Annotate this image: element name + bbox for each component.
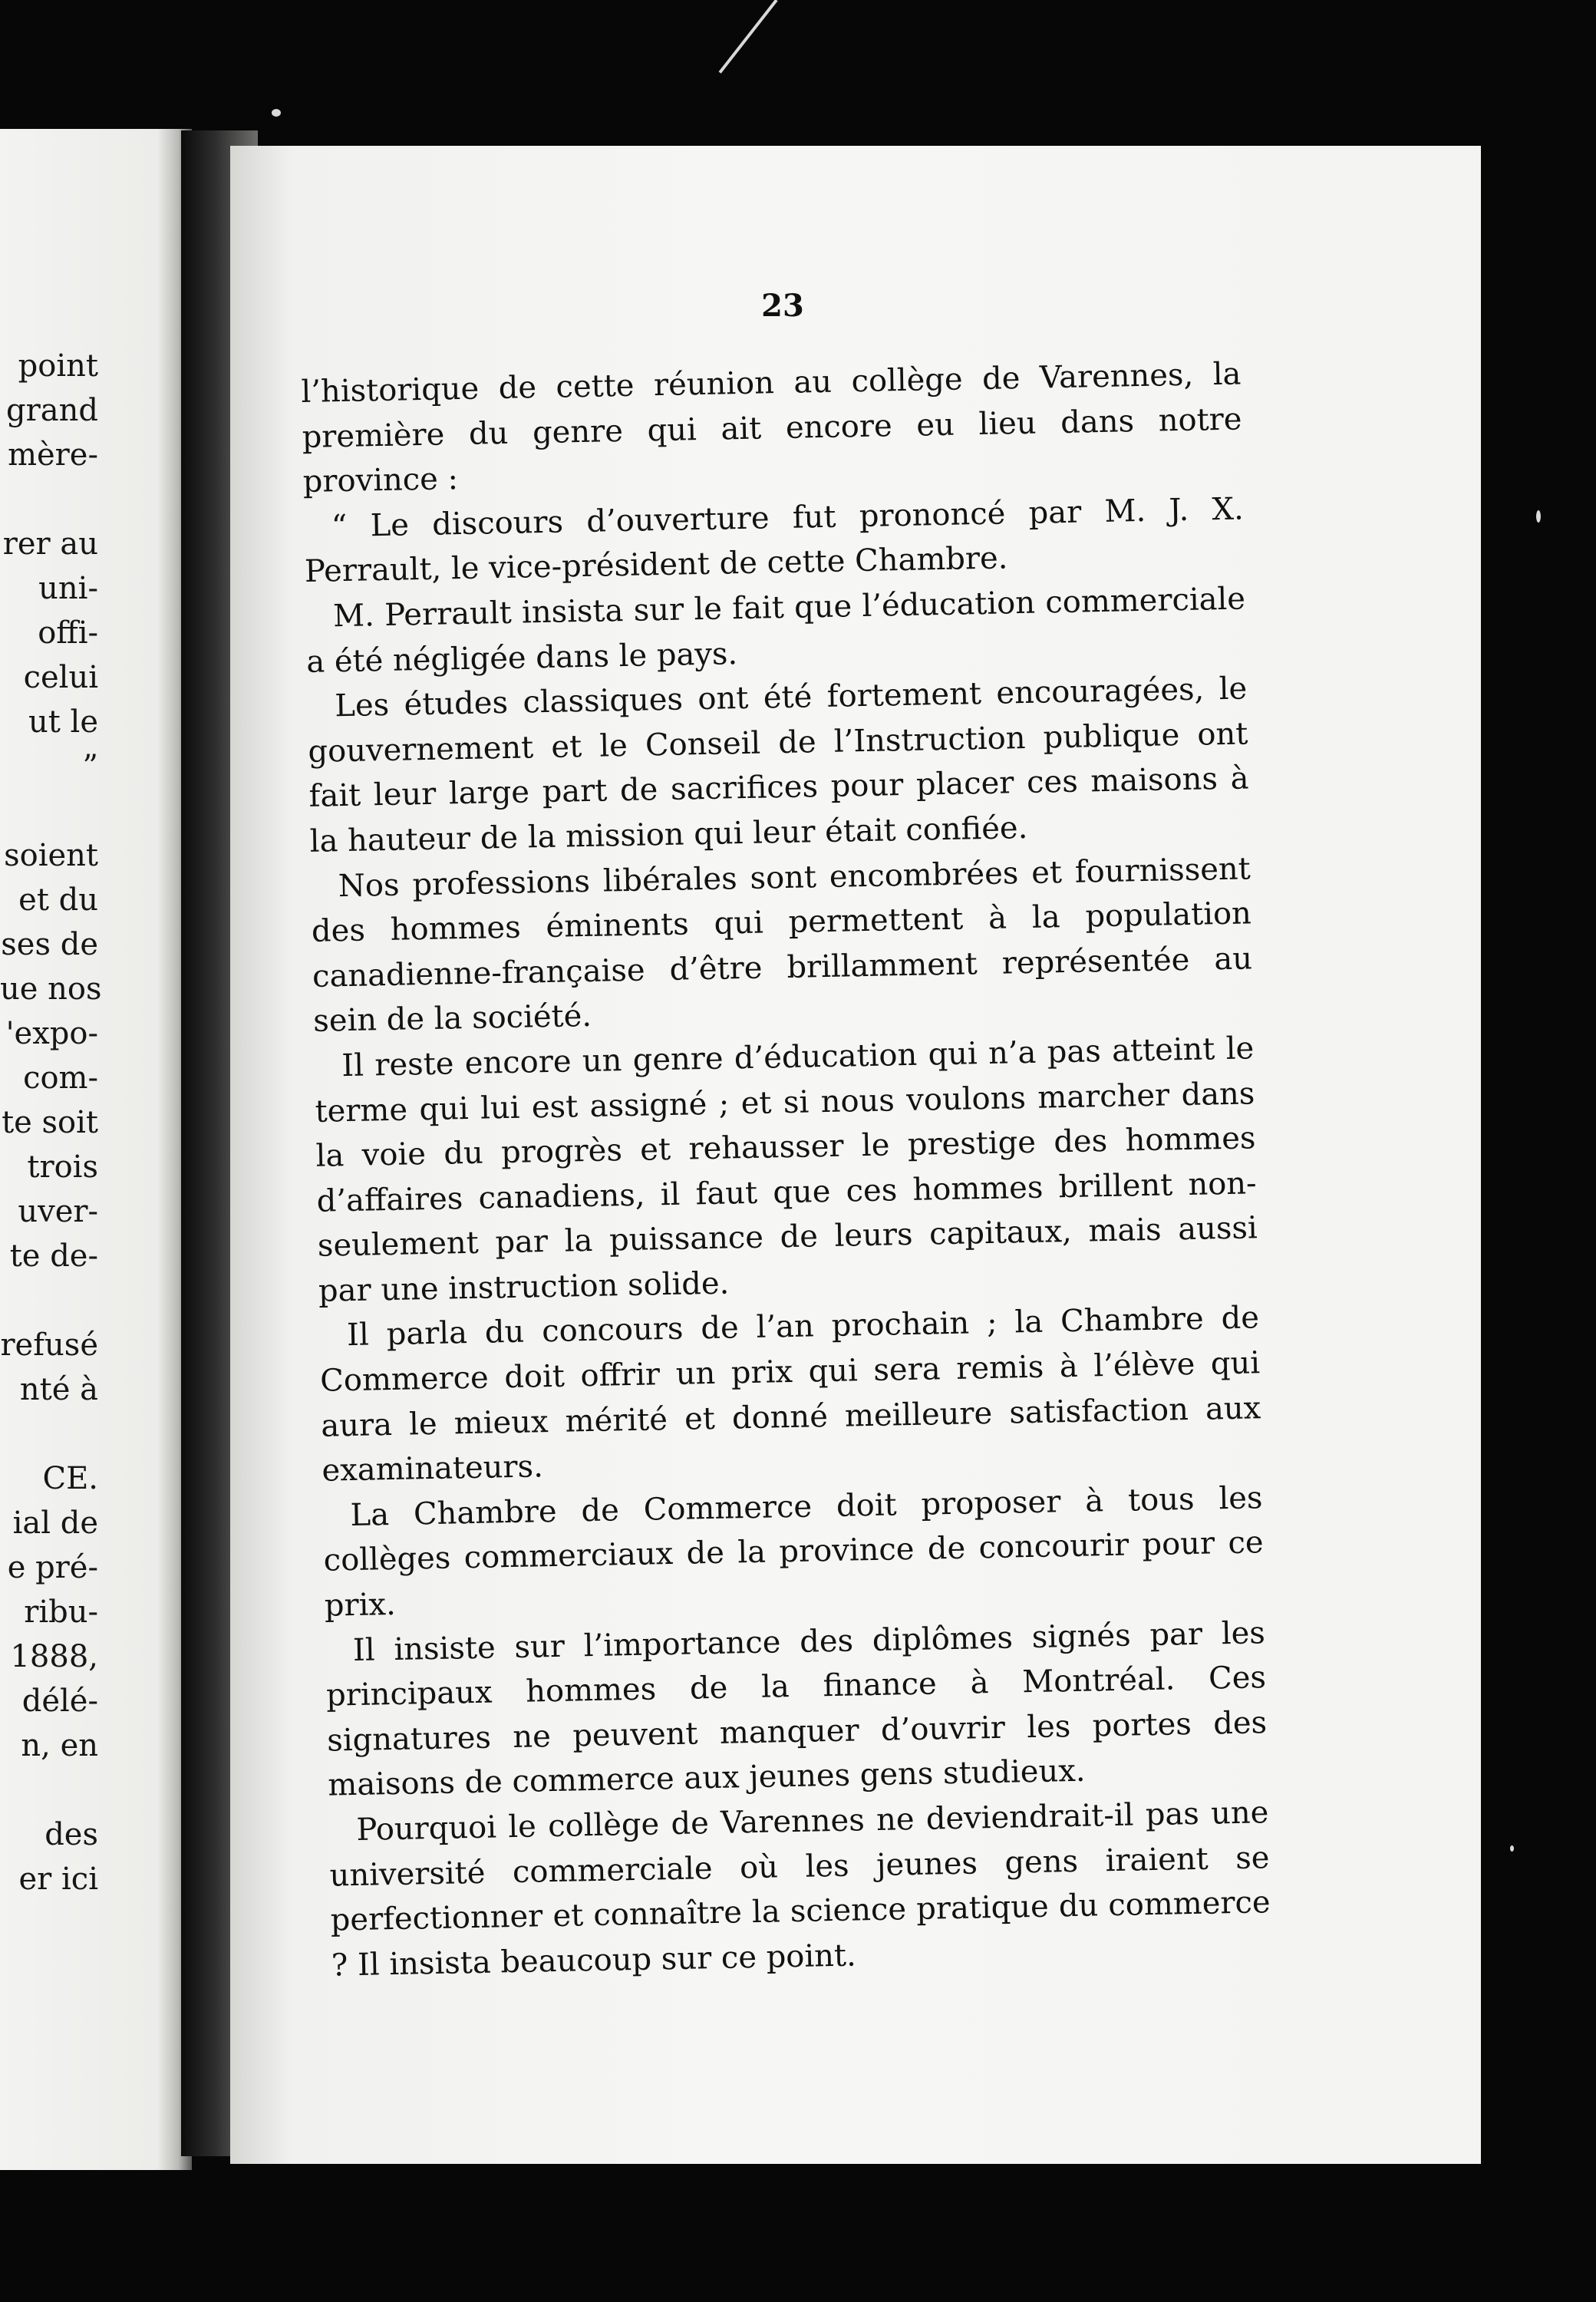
left-line: ue nos — [0, 971, 102, 1007]
left-line: des — [45, 1817, 98, 1852]
left-line — [0, 1412, 98, 1456]
left-page-text — [0, 344, 102, 1901]
page-body-text — [301, 351, 1271, 1988]
left-line: n, en — [21, 1728, 98, 1763]
paragraph: Il reste encore un genre d’éducation qui n’a pas atteint le terme qui lui est assigné ; et si nous voulons marcher dans la voie du progrès et rehausser le prestige des hommes d’affaires canadiens, il faut que ces hommes brillent non-seulement par la puissance de leurs capitaux, mais aussi par une instruction solide. — [315, 1031, 1258, 1309]
left-line — [0, 1278, 98, 1323]
paragraph: “ Le discours d’ouverture fut prononcé par M. J. X. Perrault, le vice-président de cette Chambre. — [304, 491, 1245, 590]
paragraph: M. Perrault insista sur le fait que l’éducation commerciale a été négligée dans le pays. — [305, 581, 1246, 680]
left-line: offi- — [38, 615, 98, 651]
dust-speck — [272, 109, 281, 117]
paragraph: Il parla du concours de l’an prochain ; la Chambre de Commerce doit offrir un prix qui sera remis à l’élève qui aura le mieux mérité et donné meilleure satisfaction aux examinateurs. — [319, 1300, 1261, 1489]
left-line: 1888, — [10, 1639, 98, 1674]
page-number: 23 — [761, 288, 804, 324]
left-line: point — [18, 348, 98, 384]
left-line: ses de — [1, 927, 98, 962]
left-line: CE. — [42, 1461, 98, 1496]
dust-speck — [1510, 1845, 1514, 1852]
left-line: te de- — [9, 1238, 98, 1274]
left-line: uni- — [38, 571, 98, 606]
left-line: uver- — [18, 1194, 98, 1229]
left-line: délé- — [21, 1684, 98, 1719]
left-line: ” — [82, 749, 98, 784]
left-page — [0, 129, 192, 2170]
left-line: ut le — [28, 704, 98, 740]
left-line — [0, 477, 98, 522]
left-line: celui — [23, 660, 98, 695]
dust-speck — [1536, 510, 1541, 523]
left-line: com- — [23, 1060, 98, 1096]
left-line: soient — [4, 838, 98, 873]
left-line: 'expo- — [5, 1016, 98, 1051]
left-line: te soit — [2, 1105, 98, 1140]
left-line: mère- — [8, 437, 98, 473]
left-line: nté à — [19, 1372, 98, 1407]
left-line: refusé — [0, 1327, 98, 1363]
paragraph: l’historique de cette réunion au collège de Varennes, la première du genre qui ait encore eu lieu dans notre province : — [301, 356, 1242, 500]
left-line: e pré- — [7, 1550, 98, 1585]
left-line — [0, 1768, 98, 1812]
paragraph: La Chambre de Commerce doit proposer à tous les collèges commerciaux de la province de concourir pour ce prix. — [323, 1480, 1265, 1624]
left-line: trois — [27, 1149, 98, 1185]
paragraph: Les études classiques ont été fortement encouragées, le gouvernement et le Conseil de l’Instruction publique ont fait leur large part de sacrifices pour placer ces maisons à la hauteur de la mission qui leur était confiée. — [308, 671, 1249, 859]
left-line: rer au — [2, 526, 98, 562]
left-line: grand — [6, 393, 98, 428]
film-scratch — [719, 0, 778, 74]
paragraph: Il insiste sur l’importance des diplômes signés par les principaux hommes de la finance à Montréal. Ces signatures ne peuvent manquer d’ouvrir les portes des maisons de commerce aux jeunes gens studieux. — [325, 1614, 1268, 1804]
paragraph: Pourquoi le collège de Varennes ne deviendrait-il pas une université commerciale où les jeunes gens iraient se perfectionner et connaître la science pratique du commerce ? Il insista beaucoup sur ce point. — [329, 1795, 1271, 1984]
left-line: er ici — [18, 1862, 98, 1897]
left-line: ribu- — [24, 1595, 98, 1630]
paragraph: Nos professions libérales sont encombrées et fournissent des hommes éminents qui permettent à la population canadienne-française d’être brillamment représentée au sein de la société. — [311, 850, 1253, 1040]
left-line: ial de — [12, 1506, 98, 1541]
left-line — [0, 789, 98, 833]
left-line: et du — [18, 882, 98, 918]
